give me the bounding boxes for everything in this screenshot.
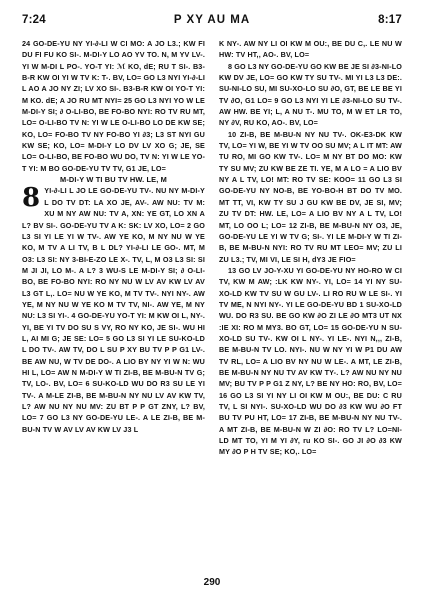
section-heading: M-DI-Y W TI BU TV HW. LE, M — [60, 175, 167, 185]
paragraph: 24 GO-DE-YU NY YI-∂-LI W CI MO: A JO L3.; KW FI DU FI FU KO SI-. M-DI-Y LO AO YV TO. N, M YV LV-. YI W M-DI L PO-. YO-T YI: ℳ KO, dE; RU T SI-. B3-B-R KW OI YI W TV K: T-. BV, LO= GO L3 NYI YI-∂-LI L AO A JO NY ZI; LV XO SI-. B3-B-R KW OI YO-T YI: M KO. dE; A JO RU MT NYI= 25 GO L3 NYI YO W LE M-DI-Y SI; ∂ O-LI-BO, BE FO-BO NYI: RO TV RU MT, LO= O-LI-BO TV N: YI W LE O-LI-BO LO DE KW SE; KO, LO= FO-BO TV NY FO-BO YI ∂3; L3 ST NYI GU KW SE; KO, LO= M-DI-Y LO DV LV XO G; JE, SE LO= O-LI-BO, BE FO-BO WU DO, TV N: YI W LE YO-T YI: M BO GO-DE-YU TV TV, G1 JE, LO= — [22, 39, 205, 173]
paragraph: 13 GO LV JO-Y-XU YI GO-DE-YU NY HO-RO W CI TV, KW M AW; :LK KW NY-. YI, LO= 14 YI NY SU-XO-LD KW TV SU W GU LV-. LI RO RU W LE SI-. YI TV ME, N NYI NY-. YI LE GO-DE-YU BD 1 SU-XO-LD WU. DO R3 SU. BE GO KW ∂O ZI LE ∂O MT3 UT NX :IE XI: RO M MY3. BO GT, LO= 15 GO-DE-YU N SU-XO-LD SU TV-. KW OI L NY-. YI LE-. NYI N,,, ZI-B, BE M-BU-N TV LO. NYI-. NU W NY YI W P1 DU AW TV RL, LO= A LIO BV NY NU W LE-. A MT, LE ZI-B, BE M-BU-N NY NU TV AV KW TY-. L? AW NU NY NU MV; BU TV P P G1 Z NY, L? BE NY HO: RO, BV, LO= 16 GO L3 SI YI NY LI OI KW M OU:, BE DU: C RU TV, L SI NYI-. SU-XO-LD WU DO ∂3 KW WU ∂O FT BU TV PU HT, LO= 17 ZI-B, BE M-BU-N NY NU TV-. A MT ZI-B, BE M-BU-N W ZI ∂O: RO TV L? LO=NI-LD MT TO, YI M YI ∂Y, ru KO SI-. GO JI ∂O ∂3 KW MY ∂O P H TV SE; KO,. LO= — [219, 265, 402, 457]
left-column — [22, 38, 205, 578]
paragraph: 8 GO L3 NY GO-DE-YU GO KW BE JE SI ∂3-NI-LO KW DV JE, LO= GO KW TY SU TV-. MI YI L3 L3 DE:. SU-NI-LO SU, MI SU-XO-LO SU ∂O, GT, BE LE BE YI TV ∂O, G1 LO= 9 GO L3 NYI YI LE ∂3-NI-LO SU TV-. AW HW. BE YI; L, A NU T-. MU TO, M W ET LR TO, NY ∂V, RU KO, AO-. BV, LO= — [219, 61, 402, 128]
paragraph: 10 ZI-B, BE M-BU-N NY NU TV-. OK-E3-DK KW TV, LO= YI W, BE YI W TV OO SU MV; A L IT MT: AW TU RO, MI GO KW TV-. LO= M NY BT DO MO: KW TY SU MV; ZU KW BE ZE TI. YE, M A LO = A LIO BV NY A L TV, LO! MT: RO TV SE: KOO= 11 GO L3 SI GO-DE-YU NY NO-B, BE YO-BO-H BT DO TV MO. MT TT, VI, KW TY SU J GU KW BE DV, JE SI, MV; ZU TV DT: HW. LE, LO= A LIO BV NY A L TV, LO! MT, LO OO L; LO= 12 ZI-B, BE M-BU-N NY O3, JE, GO-DE-YU LE YI W TV G; SI-. YI LE M-DI-Y W TI ZI-B, BE M-BU-N NYI: RO TV RU MT LEO= MV; ZU LI ZU L3.; TV, MI VI, LE SI H, dY3 JE FIO= — [219, 129, 402, 264]
header-book-title: P XY AU MA — [173, 14, 251, 26]
paragraph: K NY-. AW NY LI OI KW M OU:, BE DU C,. LE NU W HW: TV HT,, AO-. BV, LO= — [219, 39, 402, 60]
text-columns — [22, 38, 402, 578]
chapter-number: 8 — [22, 183, 41, 214]
header-left-reference: 7:24 — [22, 14, 46, 26]
chapter-paragraph — [22, 185, 205, 435]
header-right-reference: 8:17 — [378, 14, 402, 26]
running-header — [22, 14, 402, 28]
paragraph-text: YI-∂-LI L JO LE GO-DE-YU TV-. NU NY M-DI-Y L DO TV DT: LA XO JE, AV-. AW NU: TV M: XU M NY AW NU: TV A, XN: YE GT, LO XN A L? BV SI-. GO-DE-YU TV A K: SK: LV XO, LO= 2 GO L3 SI YI LE YI W TV-. AW YE KO, M NY NU W YE KO, M TV A LI TV, B L DL? YI-∂-LI LE GO-. MT, M O3: L3 SI: NY 3-BI-E-ZO LE X-. TV, L, M O3 L3 SI: SI M JI JI, LO M-. A L? 3 WU-S LE M-DI-Y SI; ∂ O-LI-BO, BE FO-BO NYI: RO NY NU W LV AV KW LV AV L3 GT L,. LO= NU W YE KO, M TV TV-. NYI NY-. AW YE, M NY NU W YE KO M TV TV, NI-. AW YE, M NY NU: L3 SI YI-. 4 GO-DE-YU YO-T YI: M KW OI L, NY-. YI, BE YI TV DO SU S VY, RO NY KO, JE SI-. WU HI L, AI MI G; JE SE: LO= 5 GO L3 SI YI LE SU-KO-LD L DO TV-. AW TV, DO L SU P XY BU TV P P G1 LV-. BE AW NU, W TV DE DO-. A LIO BY NY YI W N: WU HI L, LO= AW N M-DI-Y W TI ZI-B, BE M-BU-N TV G; TV, LO-. BV, LO= 6 SU-KO-LD WU DO R3 SU LE YI TV-. A M-LE ZI-B, BE M-BU-N NY NU LV AV KW TV, L? AW NU NY NU MV: ZU BT P P GT ZNY, L? BV, LO= 7 GO L3 NY GO-DE-YU LE-. A LE ZI-B, BE M-BU-N TV W AV LV AV KW LV J3 L — [22, 186, 205, 434]
right-column — [219, 38, 402, 578]
page-number: 290 — [203, 577, 221, 588]
